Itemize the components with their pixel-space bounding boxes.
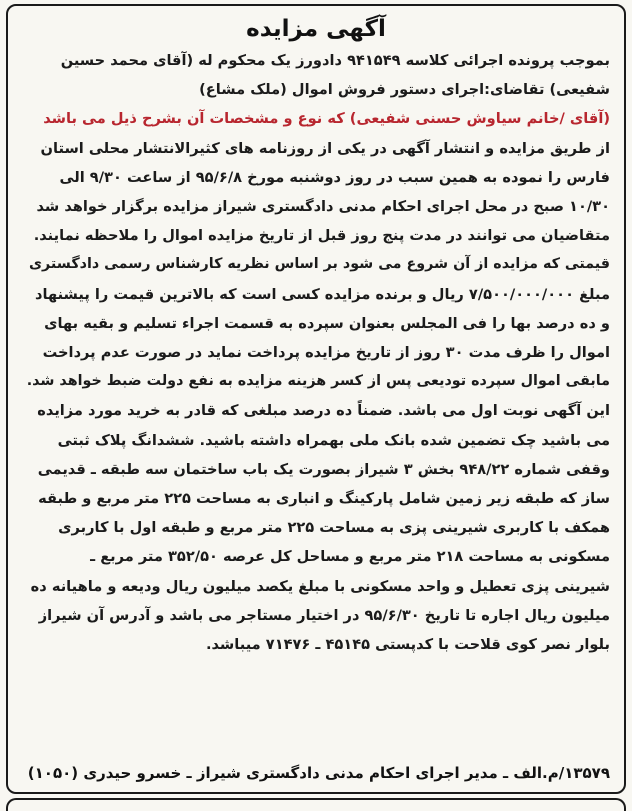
- notice-line: مبلغ ۷/۵۰۰/۰۰۰/۰۰۰ ریال و برنده مزایده کسی است که بالاترین قیمت را پیشنهاد: [34, 285, 610, 303]
- notice-line: ۱۰/۳۰ صبح در محل اجرای احکام مدنی دادگستری شیراز مزایده برگزار خواهد شد: [36, 198, 610, 216]
- notice-line: شفیعی) تقاضای:اجرای دستور فروش اموال (ملک مشاع): [199, 81, 610, 99]
- notice-line: متقاضیان می توانند در مدت پنج روز قبل از تاریخ مزایده اموال را ملاحظه نمایند.: [33, 227, 610, 245]
- notice-line: و ده درصد بها را فی المجلس بعنوان سپرده به قسمت اجراء تسلیم و بقیه بهای: [44, 314, 610, 332]
- notice-line: قیمتی که مزایده از آن شروع می شود بر اساس نظریه کارشناس رسمی دادگستری: [28, 256, 610, 273]
- notice-line: میلیون ریال اجاره تا تاریخ ۹۵/۶/۳۰ در اختیار مستاجر می باشد و آدرس آن شیراز: [38, 606, 610, 624]
- notice-line: فارس را نموده به همین سبب در روز دوشنبه مورخ ۹۵/۶/۸ از ساعت ۹/۳۰ الی: [59, 168, 610, 186]
- next-clipping-edge: [6, 798, 626, 811]
- notice-line: وقفی شماره ۹۴۸/۲۲ بخش ۳ شیراز بصورت یک باب ساختمان سه طبقه ـ قدیمی: [37, 460, 610, 478]
- notice-line: این آگهی نوبت اول می باشد. ضمناً ده درصد مبلغی که قادر به خرید مورد مزایده: [37, 402, 610, 420]
- notice-frame: [6, 4, 626, 794]
- notice-line: می باشید چک تضمین شده بانک ملی بهمراه داشته باشید. ششدانگ پلاک ثبتی: [57, 431, 610, 449]
- notice-line: بلوار نصر کوی قلاحت با کدپستی ۴۵۱۴۵ ـ ۷۱۴۷۶ میباشد.: [205, 636, 610, 654]
- notice-line: بموجب پرونده اجرائی کلاسه ۹۴۱۵۴۹ دادورز یک محکوم له (آقای محمد حسین: [60, 52, 610, 69]
- notice-line: مسکونی به مساحت ۲۱۸ متر مربع و مساحل کل عرصه ۳۵۲/۵۰ متر مربع ـ: [90, 548, 610, 566]
- notice-line: از طریق مزایده و انتشار آگهی در یکی از روزنامه های کثیرالانتشار محلی استان: [40, 139, 610, 157]
- notice-title: آگهی مزایده: [246, 16, 386, 42]
- notice-line: اموال را ظرف مدت ۳۰ روز از تاریخ مزایده پرداخت نماید در صورت عدم پرداخت: [42, 344, 610, 362]
- notice-line: مابقی اموال سپرده تودیعی پس از کسر هزینه مزایده به نفع دولت ضبط خواهد شد.: [26, 373, 610, 390]
- notice-line-highlighted: (آقای /خانم سیاوش حسنی شفیعی) که نوع و مشخصات آن بشرح ذیل می باشد: [43, 110, 610, 128]
- notice-line: شیرینی پزی تعطیل و واحد مسکونی با مبلغ یکصد میلیون ریال ودیعه و ماهیانه ده: [30, 577, 610, 595]
- notice-signature: ۱۳۵۷۹/م.الف ـ مدیر اجرای احکام مدنی دادگستری شیراز ـ خسرو حیدری (۱۰۵۰): [27, 764, 610, 782]
- notice-line: همکف با کاربری شیرینی پزی به مساحت ۲۲۵ متر مربع و طبقه اول با کاربری: [58, 519, 610, 537]
- notice-line: ساز که طبقه زیر زمین شامل پارکینگ و انباری به مساحت ۲۲۵ متر مربع و طبقه: [38, 490, 610, 508]
